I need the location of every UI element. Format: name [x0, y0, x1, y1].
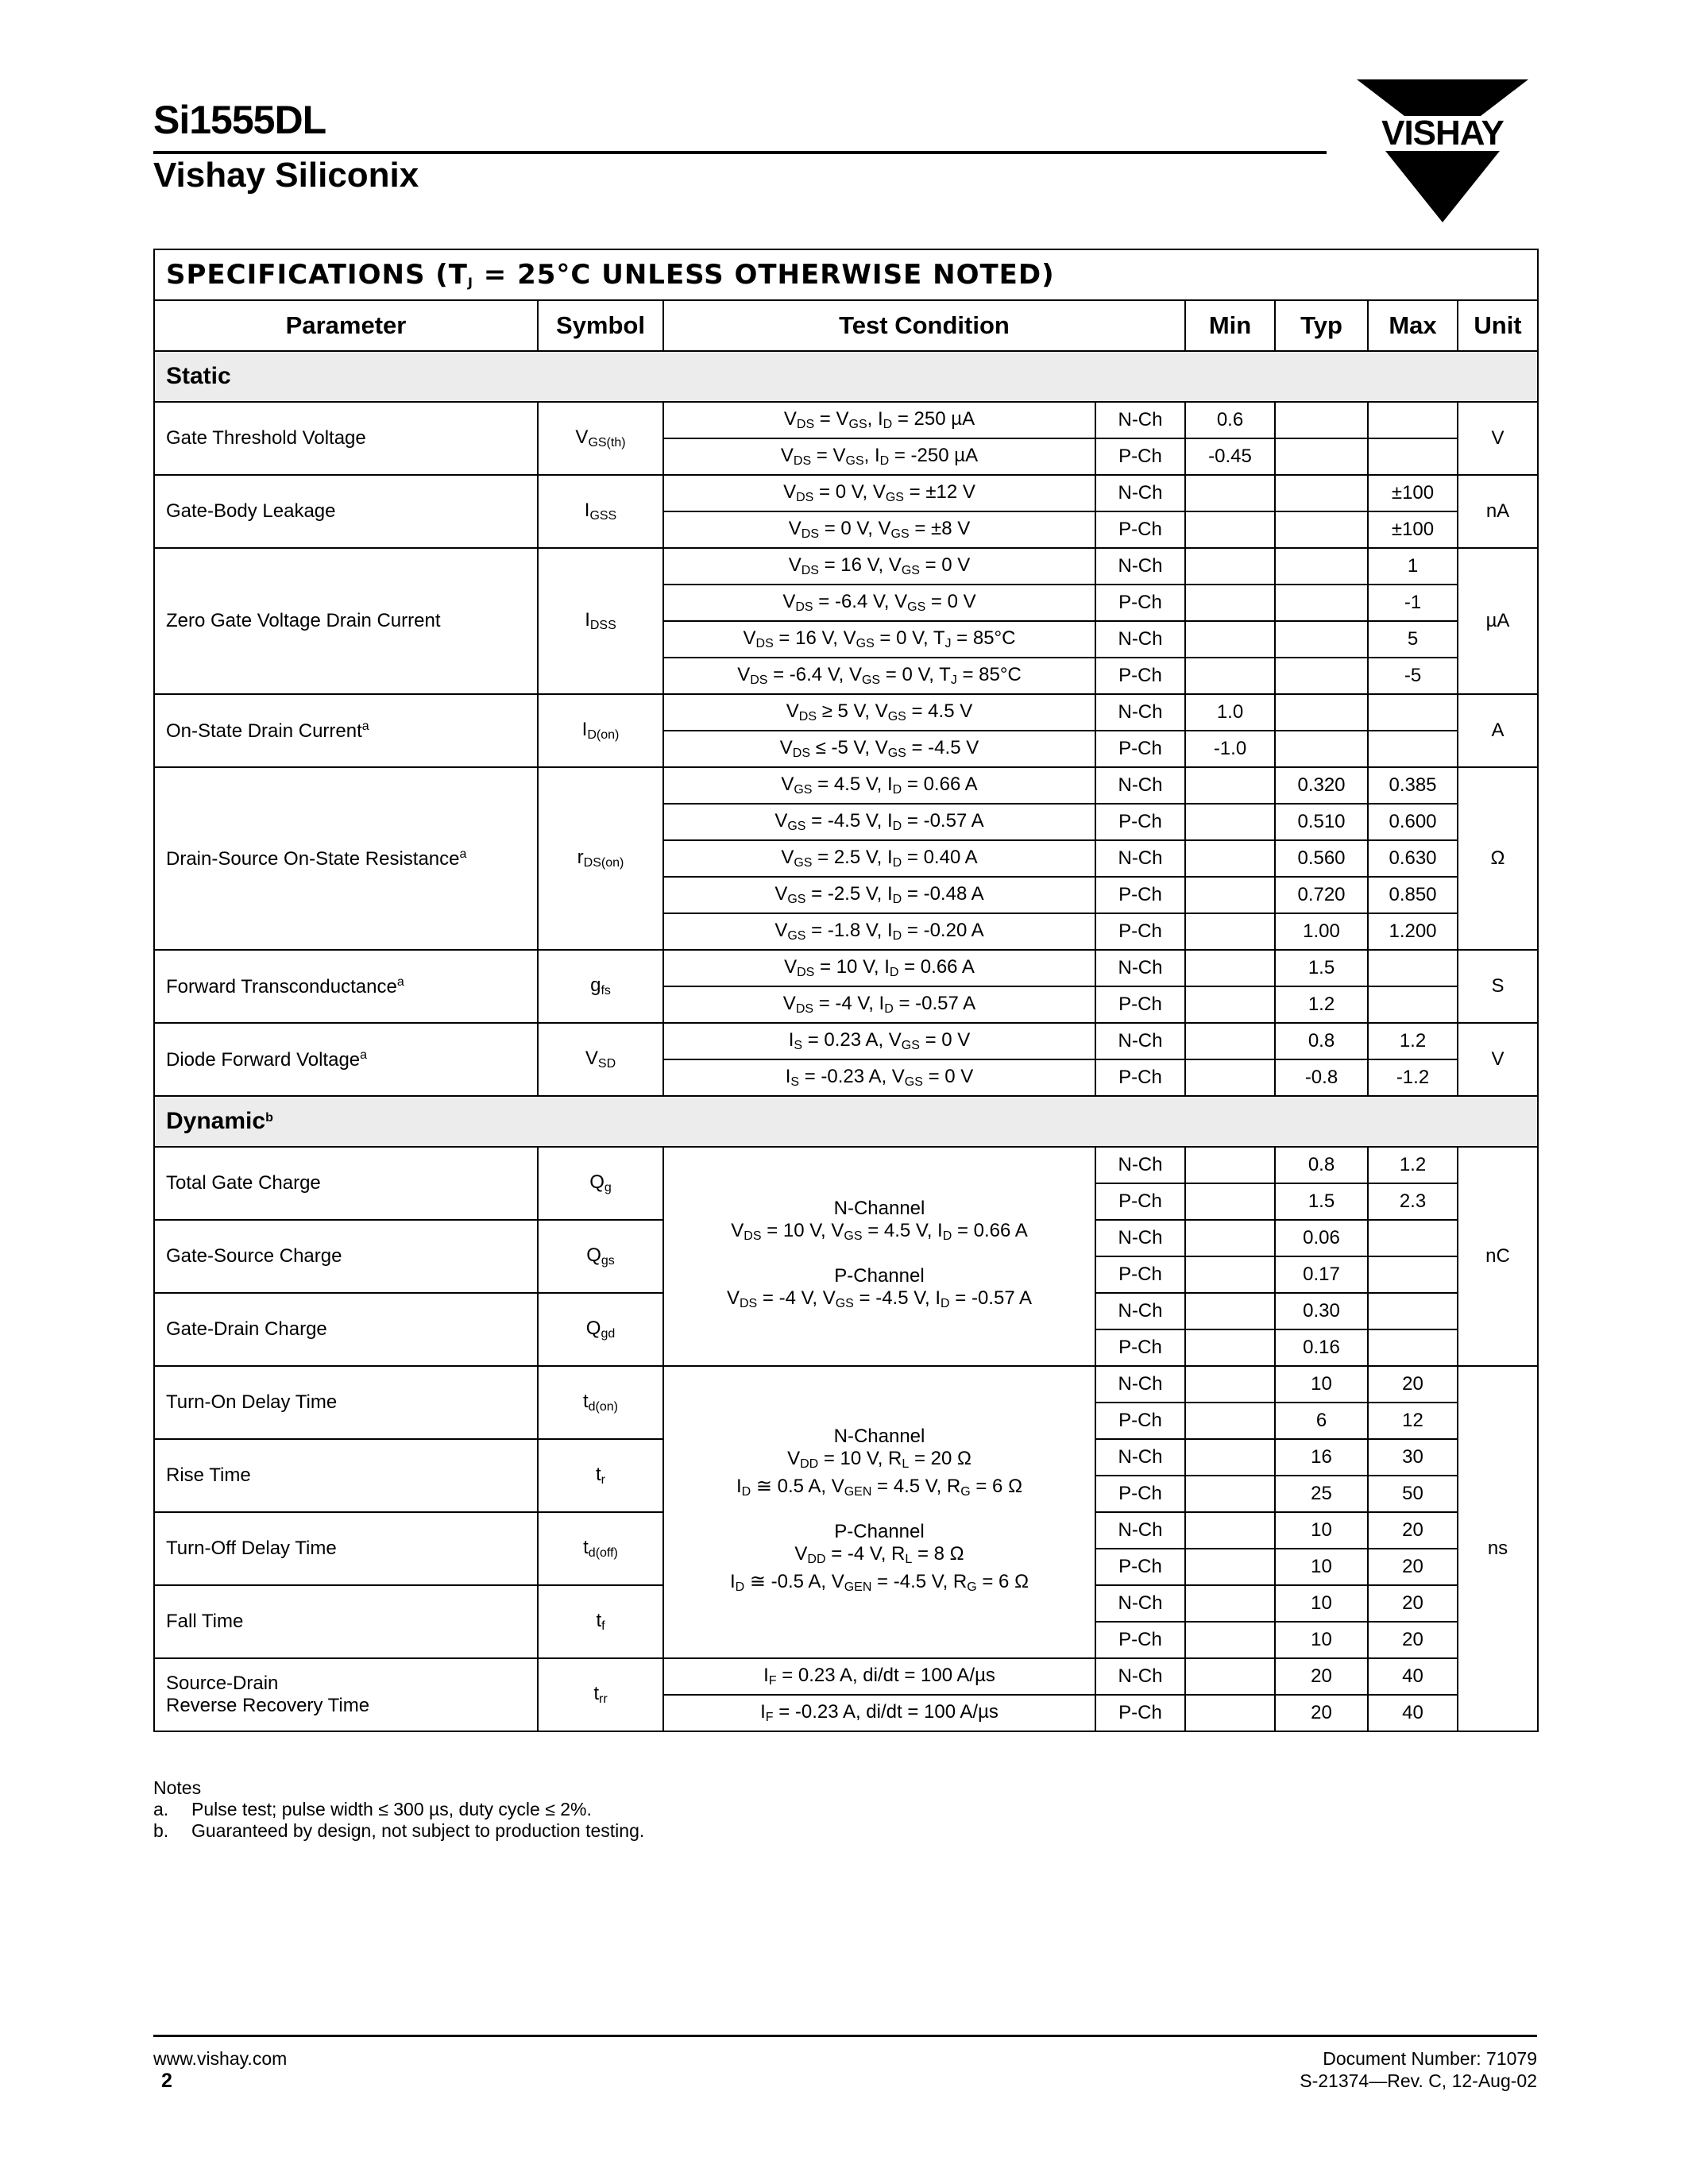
typ-value: 16	[1275, 1439, 1368, 1476]
symbol: $V_{SD}$	[538, 1023, 663, 1096]
test-condition: $I_S = -0.23$ A, $V_{GS} = 0$ V	[663, 1059, 1095, 1096]
test-condition: $V_{DS} = 0$ V, $V_{GS} = \pm 8$ V	[663, 511, 1095, 548]
max-value: 5	[1368, 621, 1458, 658]
max-value: 1.200	[1368, 913, 1458, 950]
symbol: $Q_{gd}$	[538, 1293, 663, 1366]
max-value: -1.2	[1368, 1059, 1458, 1096]
max-value: 50	[1368, 1476, 1458, 1512]
min-value	[1185, 913, 1275, 950]
min-value	[1185, 877, 1275, 913]
max-value	[1368, 950, 1458, 986]
typ-value	[1275, 621, 1368, 658]
test-condition-switching: N-Channel $V_{DD} = 10$ V, $R_L = 20$ Ω $I_D$ ≅ 0.5 A, $V_{GEN} = 4.5$ V, $R_G = 6$ Ω P-Channel $V_{DD} = -4$ V, $R_L = 8$ Ω $I_D$ ≅ -0.5 A, $V_{GEN} = -4.5$ V, $R_G = 6$ Ω	[663, 1366, 1095, 1658]
test-condition: $V_{DS} = -4$ V, $I_D = -0.57$ A	[663, 986, 1095, 1023]
min-value	[1185, 511, 1275, 548]
min-value	[1185, 1512, 1275, 1549]
min-value	[1185, 658, 1275, 694]
page-number: 2	[161, 2070, 172, 2092]
channel: P-Ch	[1095, 658, 1185, 694]
channel: P-Ch	[1095, 1183, 1185, 1220]
min-value	[1185, 1023, 1275, 1059]
test-condition: $V_{DS} = -6.4$ V, $V_{GS} = 0$ V	[663, 585, 1095, 621]
col-max: Max	[1368, 300, 1458, 351]
channel: P-Ch	[1095, 731, 1185, 767]
channel: N-Ch	[1095, 840, 1185, 877]
max-value: ±100	[1368, 475, 1458, 511]
typ-value: 6	[1275, 1403, 1368, 1439]
table-title: SPECIFICATIONS ($T_J = 25^\circ C$ UNLESS OTHERWISE NOTED)	[154, 249, 1538, 300]
col-symbol: Symbol	[538, 300, 663, 351]
max-value	[1368, 1329, 1458, 1366]
min-value	[1185, 767, 1275, 804]
min-value	[1185, 1658, 1275, 1695]
test-condition: $V_{DS} = V_{GS}$, $I_D = -250$ µA	[663, 438, 1095, 475]
test-condition: $V_{DS} \le -5$ V, $V_{GS} = -4.5$ V	[663, 731, 1095, 767]
min-value	[1185, 804, 1275, 840]
channel: P-Ch	[1095, 1403, 1185, 1439]
param-gate-drain-charge: Gate-Drain Charge	[154, 1293, 538, 1366]
test-condition: $V_{GS} = -1.8$ V, $I_D = -0.20$ A	[663, 913, 1095, 950]
footer-rule	[153, 2035, 1537, 2037]
footer-right	[1300, 2047, 1537, 2092]
max-value: 40	[1368, 1658, 1458, 1695]
unit: ns	[1458, 1366, 1538, 1731]
typ-value: 10	[1275, 1585, 1368, 1622]
test-condition: $V_{DS} = 10$ V, $I_D = 0.66$ A	[663, 950, 1095, 986]
param-fall-time: Fall Time	[154, 1585, 538, 1658]
notes-heading: Notes	[153, 1777, 202, 1798]
min-value	[1185, 1059, 1275, 1096]
col-parameter: Parameter	[154, 300, 538, 351]
channel: P-Ch	[1095, 1059, 1185, 1096]
max-value	[1368, 694, 1458, 731]
typ-value	[1275, 731, 1368, 767]
symbol: $t_{d(off)}$	[538, 1512, 663, 1585]
test-condition: $V_{GS} = -4.5$ V, $I_D = -0.57$ A	[663, 804, 1095, 840]
unit: nC	[1458, 1147, 1538, 1366]
max-value: 30	[1368, 1439, 1458, 1476]
revision: S-21374—Rev. C, 12-Aug-02	[1300, 2070, 1537, 2091]
test-condition: $V_{GS} = 2.5$ V, $I_D = 0.40$ A	[663, 840, 1095, 877]
min-value	[1185, 986, 1275, 1023]
max-value	[1368, 402, 1458, 438]
unit: S	[1458, 950, 1538, 1023]
param-turn-on-delay: Turn-On Delay Time	[154, 1366, 538, 1439]
min-value	[1185, 1549, 1275, 1585]
min-value	[1185, 1329, 1275, 1366]
max-value: ±100	[1368, 511, 1458, 548]
symbol: $g_{fs}$	[538, 950, 663, 1023]
unit: V	[1458, 1023, 1538, 1096]
max-value: -5	[1368, 658, 1458, 694]
typ-value: 0.320	[1275, 767, 1368, 804]
typ-value: 0.510	[1275, 804, 1368, 840]
channel: N-Ch	[1095, 694, 1185, 731]
unit: A	[1458, 694, 1538, 767]
param-gate-source-charge: Gate-Source Charge	[154, 1220, 538, 1293]
symbol: $V_{GS(th)}$	[538, 402, 663, 475]
min-value: -1.0	[1185, 731, 1275, 767]
typ-value: 0.30	[1275, 1293, 1368, 1329]
max-value: 0.850	[1368, 877, 1458, 913]
min-value	[1185, 548, 1275, 585]
typ-value	[1275, 694, 1368, 731]
param-reverse-recovery: Source-Drain Reverse Recovery Time	[154, 1658, 538, 1731]
channel: N-Ch	[1095, 1147, 1185, 1183]
channel: P-Ch	[1095, 804, 1185, 840]
channel: P-Ch	[1095, 585, 1185, 621]
min-value	[1185, 1585, 1275, 1622]
max-value	[1368, 1256, 1458, 1293]
col-test-condition: Test Condition	[663, 300, 1185, 351]
channel: N-Ch	[1095, 767, 1185, 804]
min-value	[1185, 1293, 1275, 1329]
typ-value: 0.8	[1275, 1023, 1368, 1059]
param-gate-threshold: Gate Threshold Voltage	[154, 402, 538, 475]
typ-value: 0.720	[1275, 877, 1368, 913]
min-value	[1185, 621, 1275, 658]
test-condition: $V_{GS} = 4.5$ V, $I_D = 0.66$ A	[663, 767, 1095, 804]
max-value: 40	[1368, 1695, 1458, 1731]
min-value	[1185, 1366, 1275, 1403]
unit: Ω	[1458, 767, 1538, 950]
footer-url[interactable]: www.vishay.com	[153, 2048, 288, 2069]
company-name: Vishay Siliconix	[153, 156, 419, 195]
max-value: 1.2	[1368, 1147, 1458, 1183]
channel: N-Ch	[1095, 1512, 1185, 1549]
test-condition: $V_{DS} = 16$ V, $V_{GS} = 0$ V	[663, 548, 1095, 585]
channel: P-Ch	[1095, 511, 1185, 548]
param-idss: Zero Gate Voltage Drain Current	[154, 548, 538, 694]
symbol: $Q_{gs}$	[538, 1220, 663, 1293]
max-value: 2.3	[1368, 1183, 1458, 1220]
typ-value: 10	[1275, 1366, 1368, 1403]
channel: N-Ch	[1095, 950, 1185, 986]
typ-value: 0.8	[1275, 1147, 1368, 1183]
max-value: -1	[1368, 585, 1458, 621]
header-rule	[153, 151, 1327, 154]
test-condition: $I_F = -0.23$ A, di/dt = 100 A/µs	[663, 1695, 1095, 1731]
min-value: 1.0	[1185, 694, 1275, 731]
min-value	[1185, 1256, 1275, 1293]
channel: N-Ch	[1095, 1220, 1185, 1256]
channel: N-Ch	[1095, 1439, 1185, 1476]
channel: N-Ch	[1095, 1658, 1185, 1695]
section-dynamic: Dynamic$^b$	[154, 1096, 1538, 1147]
test-condition: $V_{DS} = 0$ V, $V_{GS} = \pm 12$ V	[663, 475, 1095, 511]
channel: N-Ch	[1095, 1366, 1185, 1403]
min-value	[1185, 950, 1275, 986]
typ-value	[1275, 475, 1368, 511]
typ-value: 0.06	[1275, 1220, 1368, 1256]
typ-value	[1275, 438, 1368, 475]
typ-value	[1275, 511, 1368, 548]
symbol: $t_f$	[538, 1585, 663, 1658]
note-item: a. Pulse test; pulse width ≤ 300 µs, duty cycle ≤ 2%.	[153, 1799, 592, 1819]
max-value: 1	[1368, 548, 1458, 585]
param-rds-on: Drain-Source On-State Resistance$^a$	[154, 767, 538, 950]
channel: P-Ch	[1095, 1622, 1185, 1658]
min-value: 0.6	[1185, 402, 1275, 438]
param-diode-forward-voltage: Diode Forward Voltage$^a$	[154, 1023, 538, 1096]
channel: P-Ch	[1095, 913, 1185, 950]
max-value	[1368, 986, 1458, 1023]
typ-value: 0.16	[1275, 1329, 1368, 1366]
logo-text: VISHAY	[1381, 114, 1504, 152]
typ-value: 1.5	[1275, 1183, 1368, 1220]
max-value: 20	[1368, 1622, 1458, 1658]
max-value: 0.630	[1368, 840, 1458, 877]
typ-value: 10	[1275, 1512, 1368, 1549]
symbol: $I_{GSS}$	[538, 475, 663, 548]
param-rise-time: Rise Time	[154, 1439, 538, 1512]
symbol: $Q_g$	[538, 1147, 663, 1220]
max-value	[1368, 1293, 1458, 1329]
notes	[153, 1777, 644, 1842]
typ-value: 25	[1275, 1476, 1368, 1512]
symbol: $t_{rr}$	[538, 1658, 663, 1731]
channel: N-Ch	[1095, 548, 1185, 585]
param-gate-body-leakage: Gate-Body Leakage	[154, 475, 538, 548]
max-value: 20	[1368, 1585, 1458, 1622]
channel: P-Ch	[1095, 438, 1185, 475]
channel: N-Ch	[1095, 621, 1185, 658]
min-value	[1185, 1695, 1275, 1731]
min-value	[1185, 1220, 1275, 1256]
min-value	[1185, 585, 1275, 621]
footer-left	[153, 2047, 287, 2092]
param-total-gate-charge: Total Gate Charge	[154, 1147, 538, 1220]
specifications-table	[153, 249, 1539, 1732]
col-typ: Typ	[1275, 300, 1368, 351]
test-condition: $V_{DS} \ge 5$ V, $V_{GS} = 4.5$ V	[663, 694, 1095, 731]
min-value	[1185, 1439, 1275, 1476]
test-condition: $V_{DS} = -6.4$ V, $V_{GS} = 0$ V, $T_J = 85^\circ C$	[663, 658, 1095, 694]
max-value	[1368, 1220, 1458, 1256]
test-condition: $V_{DS} = V_{GS}$, $I_D = 250$ µA	[663, 402, 1095, 438]
channel: P-Ch	[1095, 1476, 1185, 1512]
symbol: $r_{DS(on)}$	[538, 767, 663, 950]
channel: N-Ch	[1095, 402, 1185, 438]
typ-value: 1.5	[1275, 950, 1368, 986]
test-condition: $V_{GS} = -2.5$ V, $I_D = -0.48$ A	[663, 877, 1095, 913]
page-title: Si1555DL	[153, 98, 326, 142]
max-value	[1368, 438, 1458, 475]
channel: P-Ch	[1095, 986, 1185, 1023]
channel: N-Ch	[1095, 1023, 1185, 1059]
unit: µA	[1458, 548, 1538, 694]
symbol: $I_{D(on)}$	[538, 694, 663, 767]
param-turn-off-delay: Turn-Off Delay Time	[154, 1512, 538, 1585]
max-value: 1.2	[1368, 1023, 1458, 1059]
note-item: b. Guaranteed by design, not subject to production testing.	[153, 1820, 645, 1841]
max-value: 20	[1368, 1512, 1458, 1549]
typ-value	[1275, 658, 1368, 694]
col-unit: Unit	[1458, 300, 1538, 351]
channel: P-Ch	[1095, 1329, 1185, 1366]
max-value: 12	[1368, 1403, 1458, 1439]
min-value	[1185, 1147, 1275, 1183]
min-value	[1185, 1622, 1275, 1658]
typ-value: 0.560	[1275, 840, 1368, 877]
typ-value	[1275, 585, 1368, 621]
min-value	[1185, 1403, 1275, 1439]
max-value: 0.385	[1368, 767, 1458, 804]
typ-value	[1275, 548, 1368, 585]
param-forward-transconductance: Forward Transconductance$^a$	[154, 950, 538, 1023]
param-on-state-drain-current: On-State Drain Current$^a$	[154, 694, 538, 767]
channel: P-Ch	[1095, 1549, 1185, 1585]
symbol: $t_{d(on)}$	[538, 1366, 663, 1439]
max-value: 20	[1368, 1549, 1458, 1585]
unit: nA	[1458, 475, 1538, 548]
test-condition: $I_F = 0.23$ A, di/dt = 100 A/µs	[663, 1658, 1095, 1695]
max-value	[1368, 731, 1458, 767]
document-number: Document Number: 71079	[1323, 2048, 1537, 2069]
channel: P-Ch	[1095, 1695, 1185, 1731]
typ-value: -0.8	[1275, 1059, 1368, 1096]
col-min: Min	[1185, 300, 1275, 351]
section-static: Static	[154, 351, 1538, 402]
test-condition: $V_{DS} = 16$ V, $V_{GS} = 0$ V, $T_J = 85^\circ C$	[663, 621, 1095, 658]
symbol: $t_r$	[538, 1439, 663, 1512]
typ-value: 10	[1275, 1549, 1368, 1585]
max-value: 20	[1368, 1366, 1458, 1403]
min-value: -0.45	[1185, 438, 1275, 475]
typ-value: 10	[1275, 1622, 1368, 1658]
typ-value	[1275, 402, 1368, 438]
channel: N-Ch	[1095, 1293, 1185, 1329]
symbol: $I_{DSS}$	[538, 548, 663, 694]
min-value	[1185, 475, 1275, 511]
min-value	[1185, 1476, 1275, 1512]
min-value	[1185, 840, 1275, 877]
channel: P-Ch	[1095, 877, 1185, 913]
channel: P-Ch	[1095, 1256, 1185, 1293]
typ-value: 20	[1275, 1695, 1368, 1731]
test-condition: $I_S = 0.23$ A, $V_{GS} = 0$ V	[663, 1023, 1095, 1059]
channel: N-Ch	[1095, 1585, 1185, 1622]
test-condition-gate-charge: N-Channel $V_{DS} = 10$ V, $V_{GS} = 4.5$ V, $I_D = 0.66$ A P-Channel $V_{DS} = -4$ V, $V_{GS} = -4.5$ V, $I_D = -0.57$ A	[663, 1147, 1095, 1366]
typ-value: 1.00	[1275, 913, 1368, 950]
typ-value: 1.2	[1275, 986, 1368, 1023]
max-value: 0.600	[1368, 804, 1458, 840]
typ-value: 0.17	[1275, 1256, 1368, 1293]
typ-value: 20	[1275, 1658, 1368, 1695]
vishay-logo	[1354, 79, 1532, 222]
min-value	[1185, 1183, 1275, 1220]
channel: N-Ch	[1095, 475, 1185, 511]
unit: V	[1458, 402, 1538, 475]
